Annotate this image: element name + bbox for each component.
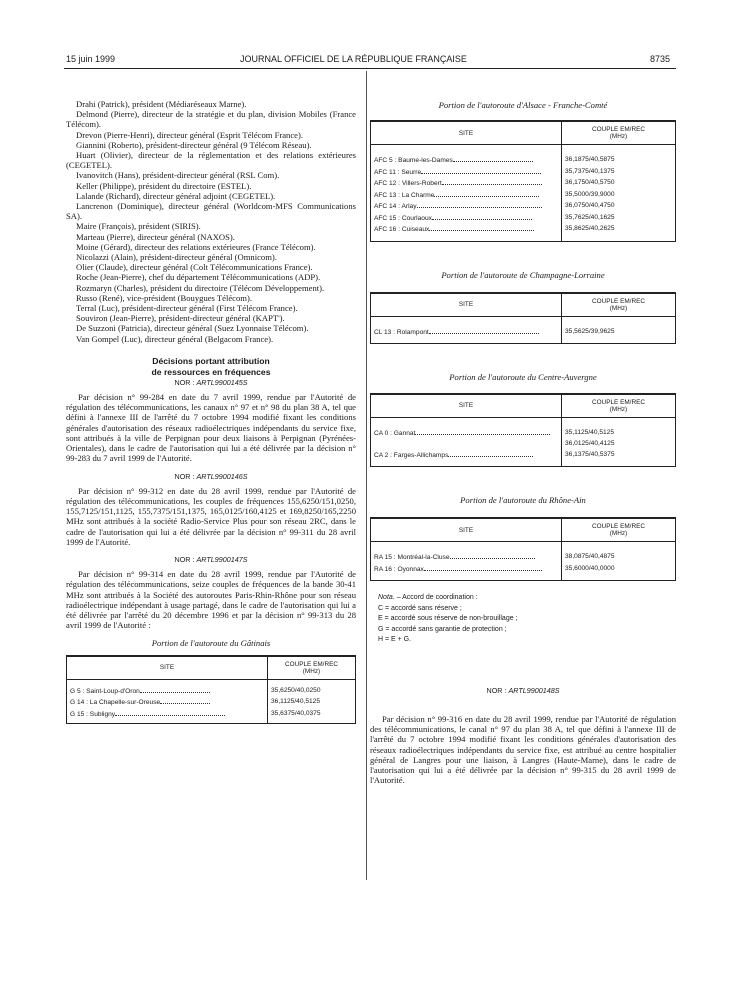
couple-cell: 35,6375/40,0375	[268, 709, 356, 721]
couple-cell: 36,1375/40,5375	[562, 450, 676, 462]
section-title-line: de ressources en fréquences	[151, 366, 271, 377]
nor-prefix: NOR :	[486, 685, 507, 695]
decision-text: Par décision n° 99-314 en date du 28 avril 1999, rendue par l'Autorité de régulation des télécommunications, seize couples de fréquences de la bande 30-41 MHz sont attribués à la Société des autoroutes Paris-Rhin-Rhône pour son réseau radioélectrique indépendant à usage partagé, dans le cadre de l'autorisation qui lui a été délivrée par l'arrêté du 20 décembre 1996 et par la décision n° 99-313 du 28 avril 1999 de l'Autorité :	[66, 569, 356, 631]
member-entry: Terral (Luc), président-directeur général (First Télécom France).	[76, 303, 298, 314]
table-caption: Portion de l'autoroute de Champagne-Lorraine	[441, 269, 605, 280]
site-column-header: SITE	[371, 518, 562, 542]
member-entry: Keller (Philippe), président du directoire (ESTEL).	[76, 180, 252, 191]
decision-text: Par décision n° 99-316 en date du 28 avril 1999, rendue par l'Autorité de régulation des télécommunications, le canal n° 97 du plan 38 A, tel que défini à l'annexe III de l'arrêté du 7 octobre 1994 modifié fixant les conditions générales d'autorisation des réseaux radioélectriques indépendants du service fixe, est attribué au centre hospitalier général de Langres pour une liaison, à Langres (Haute-Marne), dans le cadre de l'autorisation qui lui a été délivrée par la décision n° 99-315 du 28 avril 1999 de l'Autorité.	[370, 714, 676, 786]
nor-code: ARTL9900147S	[196, 554, 248, 564]
member-entry: Moine (Gérard), directeur des relations extérieures (France Télécom).	[76, 241, 316, 252]
table-row	[371, 327, 676, 339]
member-entry: Olier (Claude), directeur général (Colt Télécommunications France).	[76, 262, 313, 273]
table-row	[67, 709, 356, 721]
nor-prefix: NOR :	[174, 554, 195, 564]
couple-cell: 35,6000/40,0000	[562, 564, 676, 576]
nor-reference	[66, 555, 356, 565]
note-line: C = accordé sans réserve ;	[378, 604, 462, 612]
site-column-header: SITE	[371, 394, 562, 418]
table-row	[371, 201, 676, 213]
couple-cell: 35,8625/40,2625	[562, 224, 676, 236]
couple-cell: 36,1750/40,5750	[562, 178, 676, 190]
couple-cell: 36,0750/40,4750	[562, 201, 676, 213]
couple-column-header: COUPLE EM/REC (MHz)	[562, 394, 676, 418]
member-entry: Russo (René), vice-président (Bouygues Télécom).	[76, 292, 252, 303]
member-entry: Rozmaryn (Charles), président du directoire (Télécom Développement).	[76, 282, 325, 293]
couple-cell: 35,7625/40,1625	[562, 213, 676, 225]
table-row	[67, 686, 356, 698]
site-cell: AFC 15 : Courlaoux	[374, 214, 432, 222]
frequency-table	[370, 292, 676, 345]
table-row	[371, 439, 676, 450]
site-cell: RA 16 : Oyonnax	[374, 565, 424, 573]
note-line: E = accordé sous réserve de non-brouillage ;	[378, 615, 518, 623]
table-row	[371, 167, 676, 179]
nor-reference	[370, 686, 676, 696]
site-cell: CA 2 : Farges-Allichamps	[374, 451, 449, 459]
couple-column-header: COUPLE EM/REC (MHz)	[562, 518, 676, 542]
table-row	[371, 428, 676, 440]
table-caption: Portion de l'autoroute d'Alsace - Franche-Comté	[438, 100, 608, 110]
header-rule	[64, 68, 676, 69]
site-column-header: SITE	[67, 656, 268, 680]
site-cell: AFC 13 : La Charme	[374, 191, 435, 199]
site-cell: RA 15 : Montréal-la-Cluse	[374, 554, 450, 562]
table-row	[371, 190, 676, 202]
nor-prefix: NOR :	[174, 471, 195, 481]
site-cell: AFC 14 : Arlay	[374, 203, 417, 211]
site-cell: G 5 : Saint-Loup-d'Oron	[70, 687, 140, 695]
member-entry: Huart (Olivier), directeur de la réglementation et des relations extérieures (CEGETEL).	[66, 150, 356, 171]
page-number: 8735	[650, 54, 671, 64]
table-row	[371, 450, 676, 462]
site-cell: CA 0 : Gannat	[374, 429, 416, 437]
member-entry: Souviron (Jean-Pierre), président-directeur général (KAPT').	[76, 313, 285, 324]
table-row	[371, 564, 676, 576]
member-entry: Delmond (Pierre), directeur de la stratégie et du plan, division Mobiles (France Télécom).	[66, 109, 356, 130]
couple-cell: 36,1125/40,5125	[268, 697, 356, 709]
member-entry: Ivanovitch (Hans), président-directeur général (RSL Com).	[76, 170, 280, 181]
table-caption: Portion de l'autoroute du Centre-Auvergne	[449, 372, 597, 383]
note-line: H = E + G.	[378, 636, 412, 644]
left-column	[66, 99, 356, 724]
frequency-table	[370, 393, 676, 468]
note-intro: Nota. – Accord de coordination :	[378, 594, 478, 602]
member-entry: Marteau (Pierre), directeur général (NAXOS).	[76, 231, 235, 242]
nor-prefix: NOR :	[174, 377, 195, 387]
couple-cell: 38,0875/40,4875	[562, 552, 676, 564]
members-list	[66, 99, 356, 344]
site-cell: AFC 11 : Seurre	[374, 168, 422, 176]
nor-reference	[66, 378, 356, 388]
site-column-header: SITE	[371, 121, 562, 145]
site-cell: AFC 12 : Villers-Robert	[374, 180, 442, 188]
decision-text: Par décision n° 99-284 en date du 7 avril 1999, rendue par l'Autorité de régulation des télécommunications, les canaux n° 97 et n° 98 du plan 38 A, tel que défini à l'annexe III de l'arrêté du 7 octobre 1994 modifié fixant les conditions générales d'autorisation des réseaux radioélectriques indépendants du service fixe, sont attribués à la ville de Perpignan pour deux liaisons à Perpignan (Pyrénées-Orientales), dans le cadre de l'autorisation qui lui a été délivrée par la décision n° 99-283 du 7 avril 1999 de l'Autorité.	[66, 392, 356, 464]
section-heading	[66, 356, 356, 378]
nor-code: ARTL9900148S	[508, 685, 560, 695]
couple-cell: 35,5625/39,9625	[562, 327, 676, 339]
section-title-line: Décisions portant attribution	[152, 355, 270, 366]
decision-text: Par décision n° 99-312 en date du 28 avril 1999, rendue par l'Autorité de régulation des télécommunications, les couples de fréquences 155,6250/151,0250, 155,7125/151,1125, 155,7375/151,1375, 165,0125/160,4125 et 169,8250/165,2250 MHz sont attribués à la société Radio-Service Plus pour son réseau 2RC, dans le cadre de l'autorisation qui lui a été délivrée par la décision n° 99-311 du 28 avril 1999 de l'Autorité.	[66, 485, 356, 547]
frequency-table	[370, 517, 676, 581]
couple-cell: 35,6250/40,0250	[268, 686, 356, 698]
note-block	[370, 593, 676, 646]
couple-cell: 35,5000/39,9000	[562, 190, 676, 202]
table-row	[371, 155, 676, 167]
page-date: 15 juin 1999	[66, 54, 116, 64]
site-cell: AFC 5 : Baume-les-Dames	[374, 157, 453, 165]
table-caption: Portion de l'autoroute du Rhône-Ain	[460, 495, 586, 506]
couple-column-header: COUPLE EM/REC (MHz)	[562, 121, 676, 145]
member-entry: De Suzzoni (Patricia), directeur général (Suez Lyonnaise Télécom).	[76, 323, 309, 334]
couple-column-header: COUPLE EM/REC (MHz)	[268, 656, 356, 680]
member-entry: Drahi (Patrick), président (Médiaréseaux Marne).	[76, 99, 247, 109]
column-divider	[366, 71, 367, 880]
site-cell: AFC 16 : Cuiseaux	[374, 226, 430, 234]
member-entry: Lancrenon (Dominique), directeur général (Worldcom-MFS Communications SA).	[66, 201, 356, 222]
journal-title: JOURNAL OFFICIEL DE LA RÉPUBLIQUE FRANÇAISE	[240, 54, 467, 64]
table-row	[67, 697, 356, 709]
right-column	[370, 99, 676, 785]
member-entry: Lalande (Richard), directeur général adjoint (CEGETEL).	[76, 190, 276, 201]
site-cell: CL 13 : Rolampont	[374, 328, 429, 336]
table-caption: Portion de l'autoroute du Gâtinais	[151, 638, 271, 649]
nor-code: ARTL9900146S	[196, 471, 248, 481]
member-entry: Maire (François), président (SIRIS).	[76, 221, 201, 232]
nor-reference	[66, 472, 356, 482]
note-line: G = accordé sans garantie de protection ;	[378, 625, 507, 633]
site-cell: G 15 : Subligny	[70, 710, 116, 718]
member-entry: Nicolazzi (Alain), président-directeur général (Omnicom).	[76, 252, 277, 263]
table-row	[371, 178, 676, 190]
couple-cell: 36,0125/40,4125	[562, 439, 676, 450]
table-row	[371, 213, 676, 225]
frequency-table	[66, 655, 356, 725]
couple-cell: 35,1125/40,5125	[562, 428, 676, 440]
table-row	[371, 224, 676, 236]
nor-code: ARTL9900145S	[196, 377, 248, 387]
member-entry: Drevon (Pierre-Henri), directeur général (Esprit Télécom France).	[76, 129, 303, 140]
note-label: Nota.	[378, 594, 395, 602]
table-row	[371, 552, 676, 564]
frequency-table	[370, 120, 676, 242]
couple-cell: 36,1875/40,5875	[562, 155, 676, 167]
site-cell: G 14 : La Chapelle-sur-Oreuse	[70, 699, 161, 707]
site-column-header: SITE	[371, 293, 562, 317]
couple-column-header: COUPLE EM/REC (MHz)	[562, 293, 676, 317]
member-entry: Giannini (Roberto), président-directeur général (9 Télécom Réseau).	[76, 139, 312, 150]
member-entry: Van Gompel (Luc), directeur général (Belgacom France).	[76, 333, 274, 344]
member-entry: Roche (Jean-Pierre), chef du département Télécommunications (ADP).	[76, 272, 321, 283]
couple-cell: 35,7375/40,1375	[562, 167, 676, 179]
